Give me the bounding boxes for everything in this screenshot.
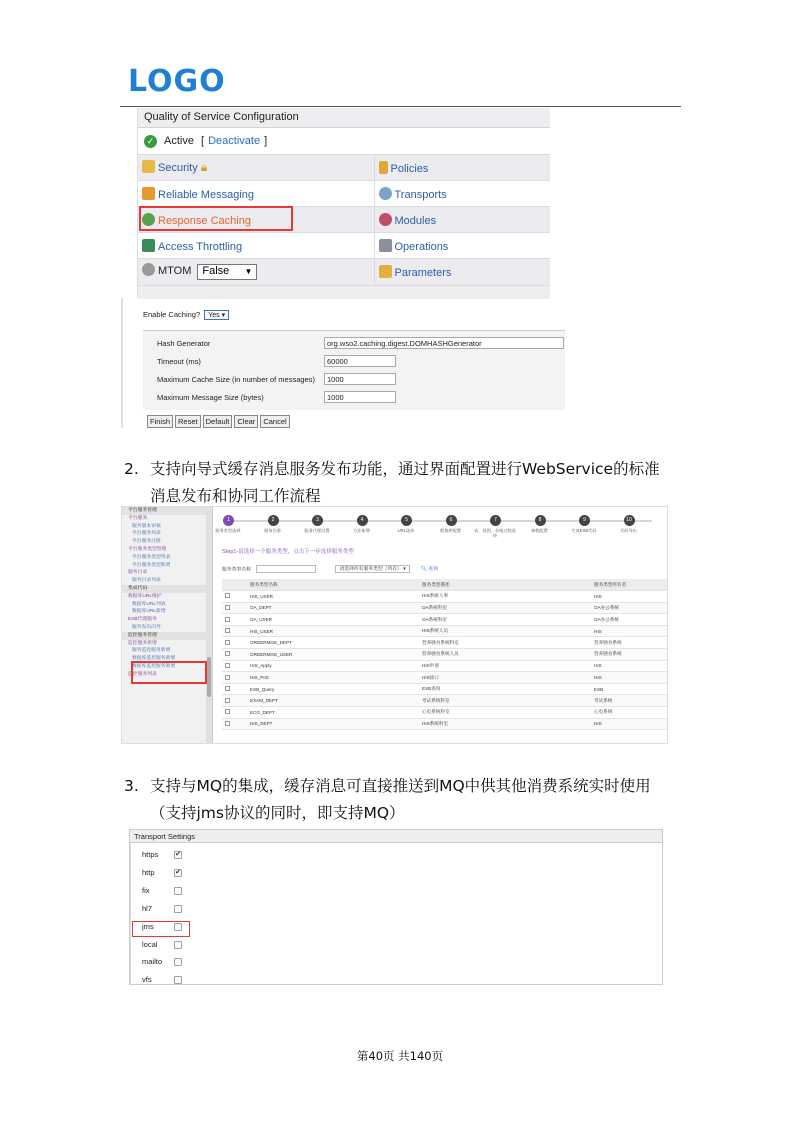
table-row[interactable] — [222, 672, 668, 684]
transport-name: local — [142, 939, 158, 949]
policies-option[interactable]: Policies — [374, 155, 550, 181]
transport-name: jms — [142, 921, 154, 931]
transport-row — [142, 939, 157, 951]
wizard-sidebar — [122, 507, 213, 744]
sidebar-item[interactable]: 监控服务列表 — [128, 671, 157, 677]
table-cell: OA_DEPT — [247, 602, 419, 614]
transport-row — [142, 867, 181, 879]
table-row[interactable] — [222, 591, 668, 603]
step-circle[interactable]: 5 — [401, 515, 412, 526]
transport-name: vfs — [142, 975, 152, 985]
step-circle[interactable]: 2 — [268, 515, 279, 526]
hash-generator-field[interactable]: org.wso2.caching.digest.DOMHASHGenerator — [324, 337, 564, 349]
service-type-select[interactable]: 请选择所有服务类型（所有） ▾ — [335, 565, 409, 573]
table-cell: 营养膳食系统科室 — [419, 637, 591, 649]
transport-checkbox[interactable]: ✔ — [175, 851, 181, 858]
table-cell: 营养膳食系统人员 — [419, 649, 591, 661]
transport-name: hl7 — [142, 903, 153, 913]
operations-icon — [379, 239, 392, 252]
col-header: 服务类型名称 — [247, 579, 419, 591]
sidebar-item[interactable]: 平台服务类型列表 — [132, 554, 171, 560]
parameters-option[interactable]: Parameters — [374, 259, 550, 285]
transport-checkbox[interactable]: ✔ — [175, 868, 181, 876]
gear-icon — [142, 263, 155, 276]
table-row[interactable] — [222, 614, 668, 626]
response-caching-highlight — [139, 206, 293, 231]
transport-row — [142, 956, 162, 968]
step-circle[interactable]: 8 — [535, 515, 546, 526]
table-cell: HIS系统科室 — [419, 718, 591, 730]
table-cell: HIS — [591, 625, 668, 637]
jms-highlight — [132, 921, 190, 937]
table-cell: ESB_Query — [247, 683, 419, 695]
table-row[interactable] — [222, 602, 668, 614]
table-cell: 营养膳食系统 — [591, 637, 668, 649]
table-cell: OA办公系统 — [591, 602, 668, 614]
sidebar-item[interactable]: 服务发布向导 — [132, 624, 161, 630]
table-cell: ORDERMGE_DEPT — [247, 637, 419, 649]
sidebar-item[interactable]: 服务监控服务新增 — [132, 648, 171, 654]
mtom-select[interactable]: False ▼ — [197, 264, 257, 280]
sidebar-item[interactable]: 数据库监控服务新增 — [132, 663, 176, 669]
clear-button[interactable]: Clear — [234, 415, 258, 428]
security-option[interactable]: Security 🔒︎ — [138, 155, 374, 181]
transport-name: mailto — [142, 957, 163, 967]
cancel-button[interactable]: Cancel — [260, 415, 289, 428]
service-type-table — [222, 579, 668, 730]
table-cell: HIS — [591, 718, 668, 730]
paragraph-2 — [124, 456, 704, 510]
antenna-icon — [379, 187, 392, 200]
step-circle[interactable]: 10 — [624, 515, 635, 526]
row-checkbox[interactable] — [225, 686, 230, 691]
table-cell: 考试系统科室 — [419, 695, 591, 707]
transport-row — [142, 974, 152, 985]
row-checkbox[interactable] — [225, 605, 230, 610]
logo: LOGO — [128, 64, 226, 99]
operations-option[interactable]: Operations — [374, 233, 550, 259]
row-checkbox[interactable] — [225, 721, 230, 726]
table-cell: ESB查询 — [419, 683, 591, 695]
qos-active-row: ✓ Active [ Deactivate ] — [138, 128, 550, 154]
form-buttons — [147, 415, 290, 428]
step-circle[interactable]: 7 — [490, 515, 501, 526]
table-row[interactable] — [222, 637, 668, 649]
modules-icon — [379, 213, 392, 226]
transport-checkbox[interactable] — [174, 887, 182, 895]
paragraph-text: 支持与MQ的集成，缓存消息可直接推送到MQ中供其他消费系统实时使用 — [150, 777, 651, 795]
page-footer: 第40页 共140页 — [356, 1049, 444, 1063]
transport-checkbox[interactable] — [174, 941, 182, 949]
table-row[interactable] — [222, 625, 668, 637]
transport-name: https — [142, 850, 159, 859]
active-label: Active — [164, 135, 194, 147]
table-cell: HIS申请 — [419, 660, 591, 672]
transport-name: http — [142, 867, 155, 877]
table-cell: HIS_DEPT — [247, 718, 419, 730]
qos-title: Quality of Service Configuration — [138, 108, 550, 128]
row-checkbox[interactable] — [225, 698, 230, 703]
sidebar-scrollbar[interactable] — [206, 507, 212, 744]
row-checkbox[interactable] — [225, 663, 230, 668]
transport-checkbox[interactable] — [174, 958, 182, 966]
sidebar-item[interactable]: 数据库监控服务新增 — [132, 656, 176, 662]
sidebar-item[interactable]: 平台服务列表 — [132, 531, 161, 537]
sidebar-item[interactable]: 服务目录列表 — [132, 578, 161, 584]
table-cell: HIS接口 — [419, 672, 591, 684]
wizard-main — [214, 507, 668, 744]
transport-row — [142, 885, 150, 897]
service-type-input[interactable] — [256, 565, 316, 573]
transport-row — [142, 849, 181, 861]
row-checkbox[interactable] — [225, 709, 230, 714]
table-cell: HIS — [591, 672, 668, 684]
enable-caching-select[interactable]: Yes ▾ — [204, 310, 229, 320]
sidebar-item[interactable]: 平台服务注册 — [132, 539, 161, 545]
max-message-size-label: Maximum Message Size (bytes) — [157, 393, 264, 402]
sidebar-item[interactable]: 监控服务管理 — [122, 632, 212, 640]
dropdown-arrow-icon: ▾ — [221, 312, 226, 319]
lock-icon: 🔒︎ — [200, 160, 208, 174]
service-wizard-screenshot — [121, 506, 668, 744]
step-circle[interactable]: 6 — [446, 515, 457, 526]
table-cell: OA_USER — [247, 614, 419, 626]
response-caching-option[interactable]: Response Caching — [138, 207, 374, 233]
step-circle[interactable]: 4 — [357, 515, 368, 526]
row-checkbox[interactable] — [225, 617, 230, 622]
transport-name: fix — [142, 885, 150, 895]
mtom-option: MTOM False ▼ — [138, 259, 374, 285]
sidebar-item[interactable]: 平台服务类型新增 — [132, 562, 171, 568]
wizard-search: 服务类型名称 请选择所有服务类型（所有） ▾ 🔍︎ 查询 — [222, 565, 438, 573]
table-cell: EXAM_DEPT — [247, 695, 419, 707]
transports-option[interactable]: Transports — [374, 181, 550, 207]
row-checkbox[interactable] — [225, 651, 230, 656]
deactivate-link[interactable]: Deactivate — [208, 135, 261, 147]
table-cell: HIS — [591, 660, 668, 672]
col-header: 服务类型描述 — [419, 579, 591, 591]
table-row[interactable] — [222, 718, 668, 730]
paragraph-text: 支持向导式缓存消息服务发布功能，通过界面配置进行WebService的标准 — [150, 460, 660, 478]
max-cache-size-field[interactable]: 1000 — [324, 373, 396, 385]
step-label: URL选择 — [397, 528, 415, 533]
step-label: 代码导出 — [620, 528, 637, 533]
timeout-field[interactable]: 60000 — [324, 355, 396, 367]
max-cache-size-label: Maximum Cache Size (in number of messages) — [157, 375, 315, 384]
sidebar-item[interactable]: ESB代理服务 — [128, 617, 157, 623]
transport-settings-title: Transport Settings — [130, 830, 662, 843]
step-label: 服务注册 — [264, 528, 281, 533]
step-label: 方法新增 — [353, 528, 370, 533]
sidebar-item[interactable]: 平台服务管理 — [122, 507, 212, 515]
step-label: 参数配置 — [531, 528, 548, 533]
sidebar-item[interactable]: 服务目录 — [128, 570, 148, 576]
table-cell: ECG_DEPT — [247, 707, 419, 719]
table-cell: OA系统科室 — [419, 614, 591, 626]
sidebar-item[interactable]: 平台服务类型管理 — [128, 546, 167, 552]
header-rule — [120, 106, 681, 107]
transport-checkbox[interactable] — [174, 905, 182, 913]
table-row[interactable] — [222, 695, 668, 707]
esb-proxy-highlight — [131, 661, 207, 684]
max-message-size-field[interactable]: 1000 — [324, 391, 396, 403]
table-row[interactable] — [222, 683, 668, 695]
dropdown-arrow-icon: ▼ — [244, 267, 253, 277]
sidebar-item[interactable]: 集成代码 — [122, 585, 212, 593]
step-circle[interactable]: 1 — [223, 515, 234, 526]
table-cell: HIS_Apply — [247, 660, 419, 672]
sidebar-item[interactable]: 监控服务新增 — [128, 640, 157, 646]
sidebar-item[interactable]: 服务版本审核 — [132, 523, 161, 529]
list-number: 2. — [124, 460, 139, 478]
throttle-icon — [142, 239, 155, 252]
table-cell: HIS — [591, 591, 668, 603]
table-row[interactable] — [222, 707, 668, 719]
search-button[interactable]: 🔍︎ 查询 — [420, 567, 438, 573]
table-cell: ESB — [591, 683, 668, 695]
shield-icon — [142, 160, 155, 173]
policy-icon — [379, 161, 388, 174]
table-cell: OA系统科室 — [419, 602, 591, 614]
step-label: 服务类型选择 — [215, 528, 241, 533]
caching-form — [121, 298, 563, 428]
sidebar-item[interactable]: 数据库URL新增 — [132, 609, 166, 615]
hash-generator-label: Hash Generator — [157, 339, 211, 348]
finish-button[interactable]: Finish — [147, 415, 173, 428]
table-cell: HIS_USER — [247, 625, 419, 637]
table-cell: HIS_USER — [247, 591, 419, 603]
sidebar-item[interactable]: 数据库URL列表 — [132, 601, 166, 607]
wizard-steps — [214, 513, 668, 537]
transport-checkbox[interactable] — [174, 976, 182, 984]
list-number: 3. — [124, 777, 139, 795]
paragraph-text-cont: （支持jms协议的同时，即支持MQ） — [150, 804, 405, 822]
transport-settings-panel — [129, 829, 663, 985]
table-row[interactable] — [222, 660, 668, 672]
table-cell: OA办公系统 — [591, 614, 668, 626]
check-circle-icon: ✓ — [144, 135, 157, 148]
parameters-icon — [379, 265, 392, 278]
qos-config-panel — [137, 108, 550, 298]
paragraph-3 — [124, 773, 704, 827]
modules-option[interactable]: Modules — [374, 207, 550, 233]
wizard-step-title: Step1-请选择一个服务类型，点击下一步选择服务类型 — [222, 549, 354, 555]
table-cell: HIS系统人员 — [419, 625, 591, 637]
sidebar-item[interactable]: 数据库URL维护 — [128, 593, 162, 599]
access-throttling-option[interactable]: Access Throttling — [138, 233, 374, 259]
table-cell: 心电系统 — [591, 707, 668, 719]
table-cell: 考试系统 — [591, 695, 668, 707]
table-cell: HIS_Port — [247, 672, 419, 684]
default-button[interactable]: Default — [203, 415, 233, 428]
table-cell: ORDERMGE_USER — [247, 649, 419, 661]
row-checkbox[interactable] — [225, 640, 230, 645]
paragraph-text-cont: 消息发布和协同工作流程 — [150, 487, 321, 505]
row-checkbox[interactable] — [225, 593, 230, 598]
transport-row — [142, 903, 152, 915]
step-circle[interactable]: 3 — [312, 515, 323, 526]
cache-settings-box — [143, 330, 565, 410]
table-cell: 营养膳食系统 — [591, 649, 668, 661]
step-label: 表、视图、存储过程选择 — [474, 528, 516, 538]
row-checkbox[interactable] — [225, 628, 230, 633]
step-label: 服务代理设置 — [304, 528, 330, 533]
table-row[interactable] — [222, 649, 668, 661]
step-label: 生成ESB代码 — [571, 528, 597, 533]
timeout-label: Timeout (ms) — [157, 357, 201, 366]
table-cell: 心电系统科室 — [419, 707, 591, 719]
table-cell: HIS系统人事 — [419, 591, 591, 603]
step-label: 数据库配置 — [440, 528, 461, 533]
reset-button[interactable]: Reset — [175, 415, 201, 428]
step-circle[interactable]: 9 — [579, 515, 590, 526]
col-header: 服务类型所有者 — [591, 579, 668, 591]
message-icon — [142, 187, 155, 200]
row-checkbox[interactable] — [225, 675, 230, 680]
reliable-messaging-option[interactable]: Reliable Messaging — [138, 181, 374, 207]
enable-caching-row: Enable Caching? Yes ▾ — [143, 310, 229, 320]
sidebar-item[interactable]: 平台服务 — [128, 515, 148, 521]
